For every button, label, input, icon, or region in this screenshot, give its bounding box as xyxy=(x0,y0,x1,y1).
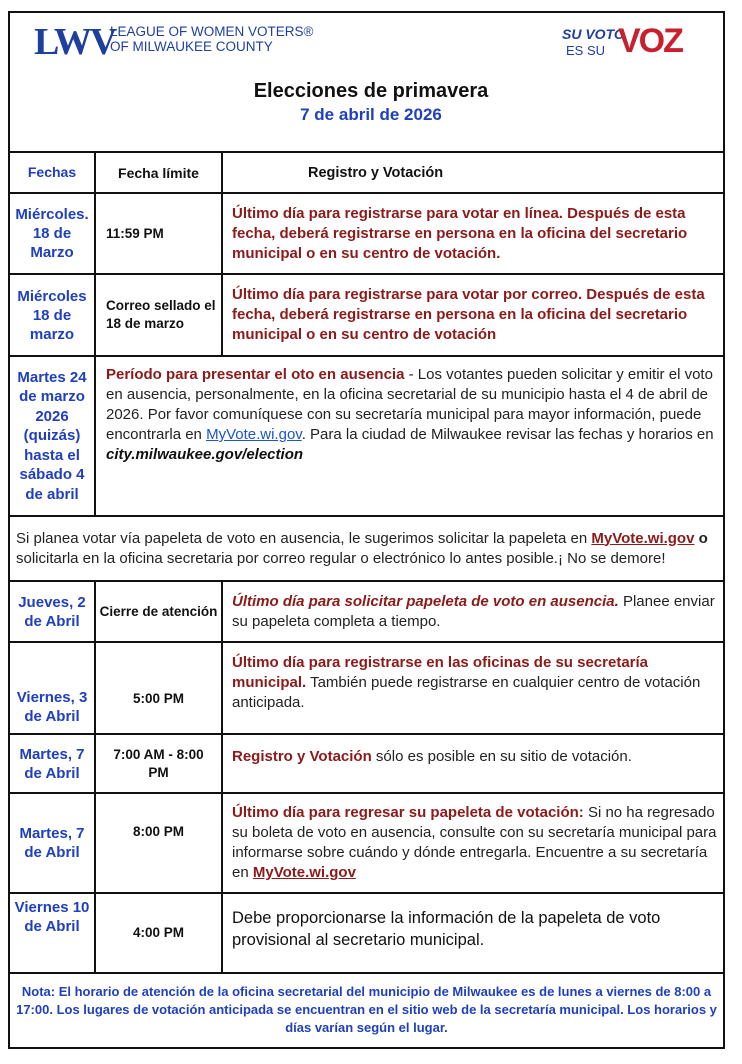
deadline-text: Correo sellado el 18 de marzo xyxy=(106,298,216,331)
info-body: Si no ha regresado su boleta de voto en ausencia, consulte con su secretaría municipal para informarse sobre cuándo y dónde entregarla. Encuentre a su secretaría en xyxy=(232,804,717,881)
info-lead: Último día para registrarse en las oficinas de su secretaría municipal. xyxy=(232,654,649,691)
table-row-date xyxy=(10,275,94,355)
footer-note-text: Nota: El horario de atención de la oficina secretarial del municipio de Milwaukee es de lunes a viernes de 8:00 a 17:00. Los lugares de votación anticipada se encuentran en el sitio web de la secretaría municipal. Los horarios y días varían según el lugar. xyxy=(16,984,717,1035)
deadline-text: 7:00 AM - 8:00 PM xyxy=(113,746,204,780)
table-row-info xyxy=(232,794,720,892)
table-row-date xyxy=(10,357,94,515)
org-name-line2: OF MILWAUKEE COUNTY xyxy=(110,39,273,54)
info-paragraph xyxy=(232,803,720,883)
date-text: Martes, 7 de Abril xyxy=(19,745,85,782)
col-divider xyxy=(221,151,223,355)
table-row-deadline xyxy=(96,643,221,733)
table-row-info xyxy=(106,365,718,510)
note-text-b: solicitarla en la oficina secretaria por correo regular o electrónico lo antes posible.¡ No se demore! xyxy=(16,549,666,567)
table-row-date xyxy=(10,794,94,892)
table-row-date xyxy=(10,894,94,956)
info-lead: Último día para solicitar papeleta de voto en ausencia. xyxy=(232,592,619,610)
deadline-text: Cierre de atención xyxy=(99,603,218,619)
table-row-date xyxy=(10,582,94,641)
slogan-line1: SU VOTO xyxy=(562,26,625,42)
election-date: 7 de abril de 2026 xyxy=(300,105,442,124)
footer-note xyxy=(14,974,719,1046)
info-paragraph xyxy=(106,365,718,465)
info-body2: . Para la ciudad de Milwaukee revisar las fechas y horarios en xyxy=(301,426,714,443)
info-paragraph xyxy=(232,747,720,767)
note-text-a: Si planea votar vía papeleta de voto en ausencia, le sugerimos solicitar la papeleta en xyxy=(16,529,592,547)
date-text: Miércoles 18 de marzo xyxy=(17,287,87,343)
note-paragraph xyxy=(16,529,716,569)
absentee-note xyxy=(16,517,716,580)
table-row-info xyxy=(232,194,720,273)
org-name-line1: LEAGUE OF WOMEN VOTERS® xyxy=(110,24,314,39)
info-text: Último día para registrarse para votar por correo. Después de esta fecha, deberá registrarse en persona en la oficina del secretario municipal o en su centro de votación xyxy=(232,286,705,343)
date-text: Martes, 7 de Abril xyxy=(19,825,85,861)
table-row-deadline xyxy=(96,794,221,870)
myvote-link[interactable]: MyVote.wi.gov xyxy=(206,426,302,443)
table-row-date xyxy=(10,194,94,273)
info-body: También puede registrarse en cualquier centro de votación anticipada. xyxy=(232,674,701,711)
slogan-big: VOZ xyxy=(618,22,682,60)
date-text: Viernes 10 de Abril xyxy=(14,899,90,935)
info-paragraph xyxy=(232,592,720,632)
org-name xyxy=(110,24,313,54)
col-header-fecha-limite xyxy=(96,153,221,192)
note-text-o: o xyxy=(694,529,708,547)
deadline-text: 4:00 PM xyxy=(132,925,185,940)
info-body: - Los votantes pueden solicitar y emitir el voto en ausencia, personalmente, en la oficina secretarial de su municipio hasta el 4 de abril de 2026. Por favor comuníquese con su secretaría municipal para mayor información, puede encontrarla en xyxy=(106,366,713,443)
page-title: Elecciones de primavera xyxy=(253,80,489,102)
date-text: Miércoles. 18 de Marzo xyxy=(15,206,89,261)
table-row-date xyxy=(10,735,94,792)
table-row-info xyxy=(232,643,720,733)
table-row-info xyxy=(232,582,720,641)
col-header-label: Registro y Votación xyxy=(308,164,444,181)
info-body: Planee enviar su papeleta completa a tiempo. xyxy=(232,592,715,630)
deadline-text: 11:59 PM xyxy=(106,225,164,241)
table-row-info xyxy=(232,275,720,355)
table-row-deadline xyxy=(106,275,221,355)
col-header-registro xyxy=(308,153,708,192)
date-text: Viernes, 3 de Abril xyxy=(16,689,88,725)
table-row-info xyxy=(232,735,720,779)
myvote-link[interactable]: MyVote.wi.gov xyxy=(252,864,356,881)
divider xyxy=(8,355,725,357)
table-row-deadline xyxy=(96,582,221,641)
slogan-line2: ES SU xyxy=(566,43,606,58)
deadline-text: 8:00 PM xyxy=(132,824,185,839)
col-header-label: Fechas xyxy=(27,164,77,180)
milwaukee-url: city.milwaukee.gov/election xyxy=(106,446,304,463)
info-body: sólo es posible en su sitio de votación. xyxy=(371,748,632,765)
col-header-label: Fecha límite xyxy=(118,164,199,181)
table-row-deadline xyxy=(96,735,221,792)
lwv-logo: LWV xyxy=(34,21,116,63)
table-row-info xyxy=(232,894,720,964)
col-header-fechas xyxy=(10,153,94,192)
info-text: Último día para registrarse para votar en línea. Después de esta fecha, deberá registrarse en persona en la oficina del secretario municipal o en su centro de votación. xyxy=(232,204,688,262)
table-row-deadline xyxy=(96,894,221,972)
date-text: Martes 24 de marzo 2026 (quizás) hasta el sábado 4 de abril xyxy=(17,368,87,503)
info-text: Debe proporcionarse la información de la papeleta de voto provisional al secretario municipal. xyxy=(232,909,661,949)
su-voto-logo xyxy=(560,24,684,76)
table-row-deadline xyxy=(106,194,221,273)
info-lead: Registro y Votación xyxy=(232,748,372,765)
col-divider xyxy=(94,151,96,515)
myvote-link[interactable]: MyVote.wi.gov xyxy=(591,529,695,547)
col-divider xyxy=(221,580,223,972)
info-paragraph xyxy=(232,653,720,713)
info-lead: Período para presentar el oto en ausencia xyxy=(106,366,405,383)
date-text: Jueves, 2 de Abril xyxy=(18,593,86,630)
table-row-date xyxy=(10,643,94,733)
deadline-text: 5:00 PM xyxy=(132,691,185,706)
info-lead: Último día para regresar su papeleta de votación: xyxy=(232,804,584,821)
